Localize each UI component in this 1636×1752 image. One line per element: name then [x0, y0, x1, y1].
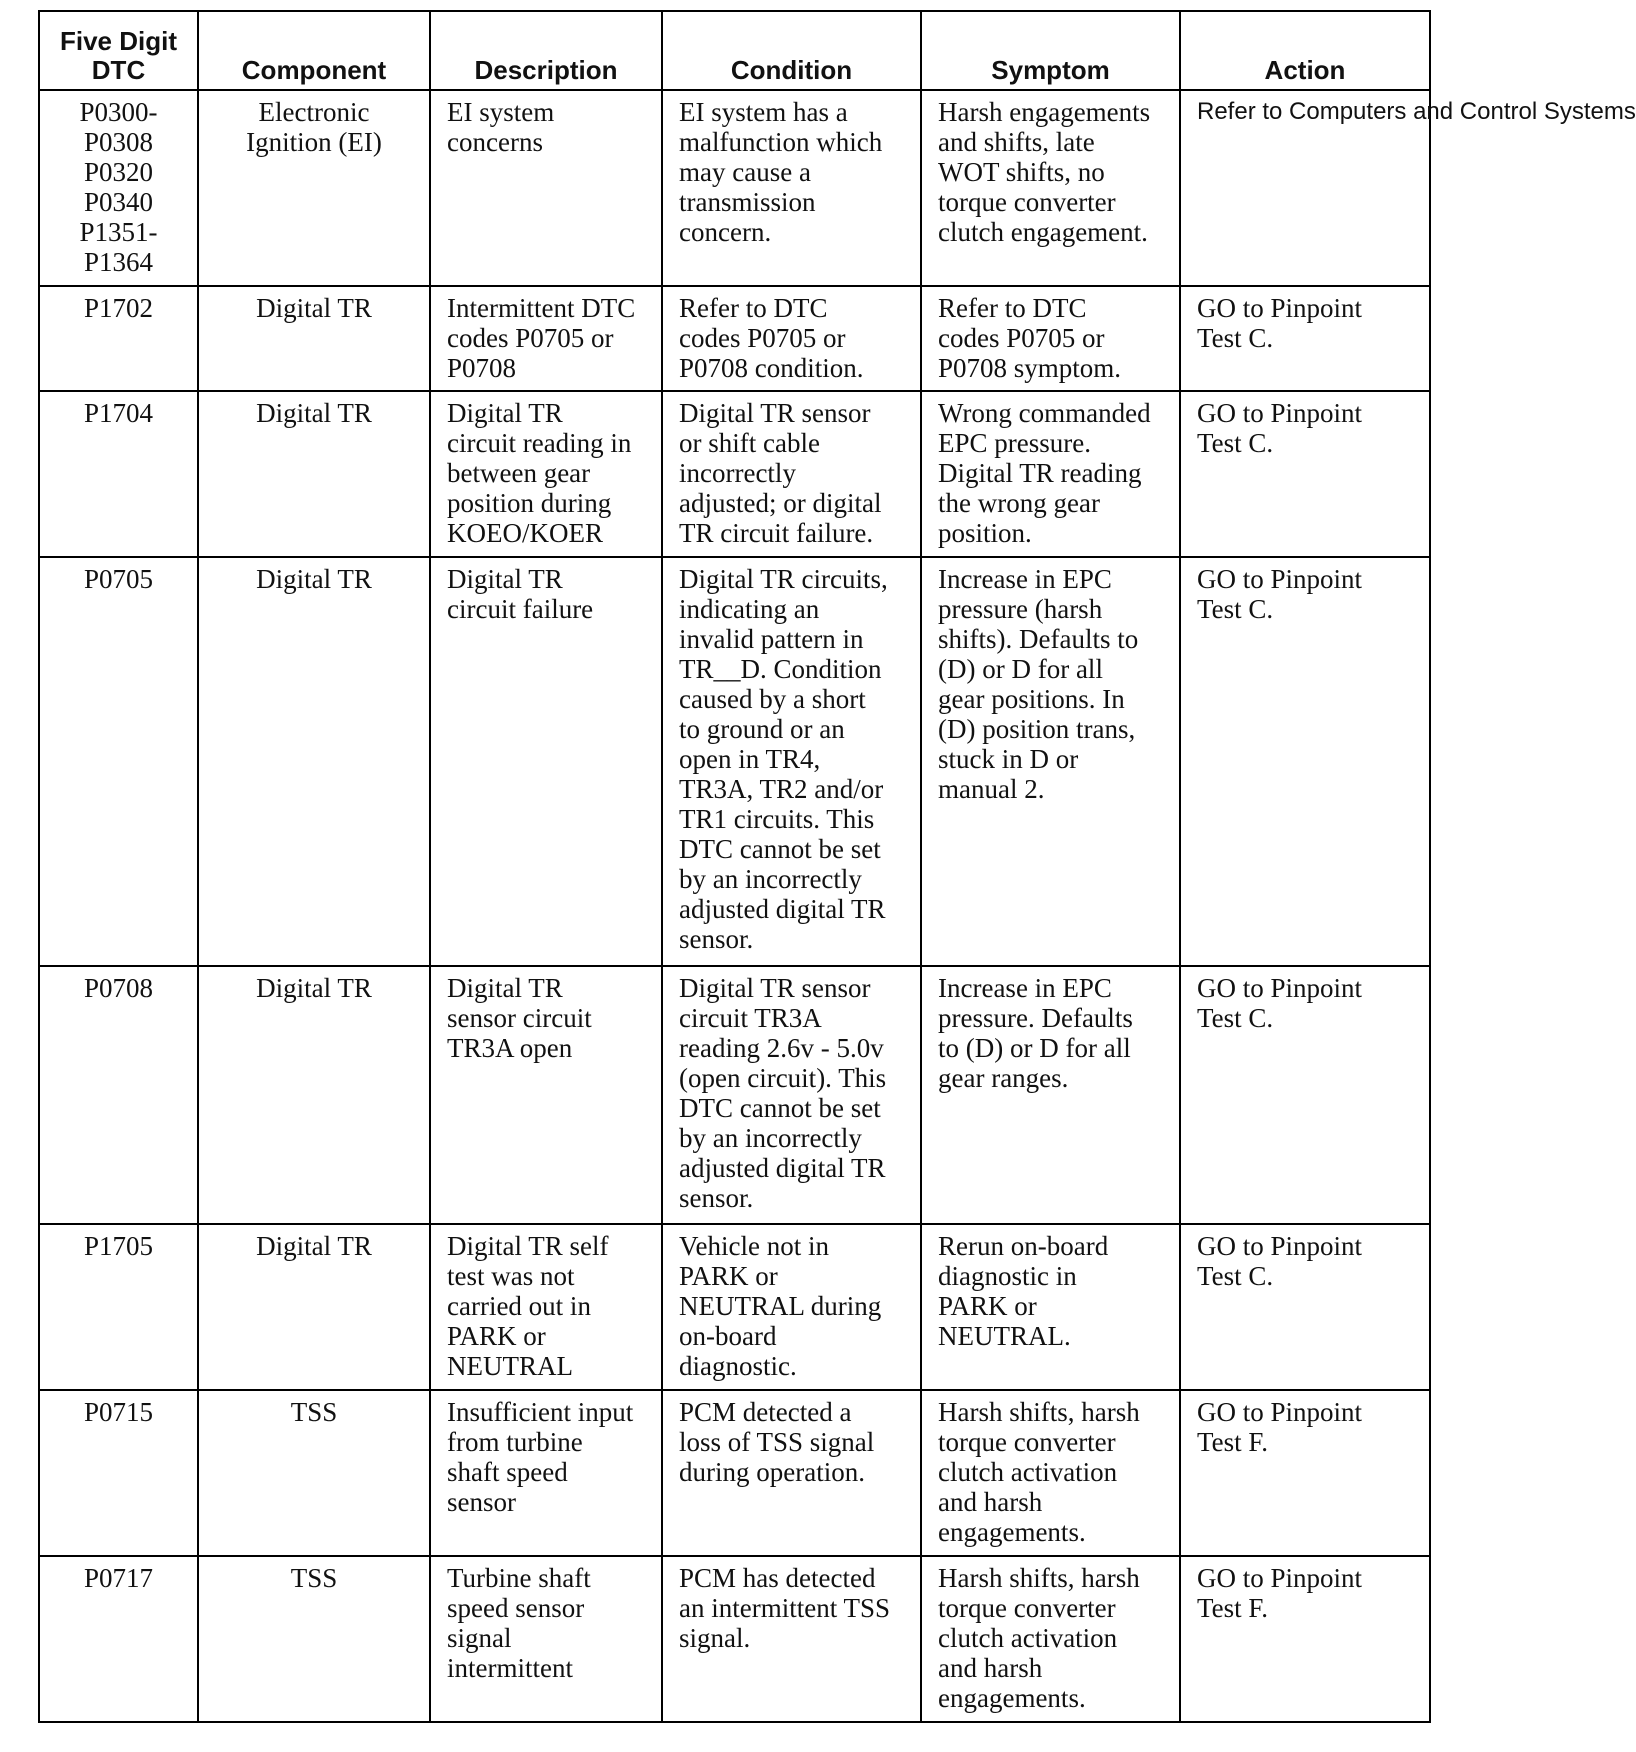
symptom-cell: Refer to DTC codes P0705 or P0708 symptom. [921, 286, 1180, 391]
description-cell: Digital TR self test was not carried out in PARK or NEUTRAL [430, 1224, 662, 1390]
description-cell: Digital TR circuit failure [430, 557, 662, 966]
header-label: Five Digit DTC [59, 26, 177, 85]
action-cell: GO to Pinpoint Test C. [1180, 391, 1430, 557]
table-row [39, 1556, 1430, 1722]
component-cell: Electronic Ignition (EI) [198, 90, 430, 286]
description-cell: Digital TR sensor circuit TR3A open [430, 966, 662, 1224]
header-label: Symptom [991, 55, 1110, 85]
table-row [39, 286, 1430, 391]
description-cell: Turbine shaft speed sensor signal intermittent [430, 1556, 662, 1722]
header-symptom [921, 11, 1180, 90]
action-cell: Refer to Computers and Control Systems [1180, 90, 1430, 286]
component-cell: TSS [198, 1390, 430, 1556]
table-row [39, 391, 1430, 557]
table-row [39, 557, 1430, 966]
header-condition [662, 11, 921, 90]
dtc-code-cell: P0300- P0308 P0320 P0340 P1351- P1364 [39, 90, 198, 286]
header-label: Action [1264, 55, 1346, 85]
symptom-cell: Harsh engagements and shifts, late WOT shifts, no torque converter clutch engagement. [921, 90, 1180, 286]
table-row [39, 966, 1430, 1224]
table-row [39, 90, 1430, 286]
description-cell: Insufficient input from turbine shaft speed sensor [430, 1390, 662, 1556]
condition-cell: Refer to DTC codes P0705 or P0708 condition. [662, 286, 921, 391]
condition-cell: Digital TR circuits, indicating an invalid pattern in TR__D. Condition caused by a short to ground or an open in TR4, TR3A, TR2 and/or TR1 circuits. This DTC cannot be set by an incorrectly adjusted digital TR sensor. [662, 557, 921, 966]
dtc-table [38, 10, 1636, 1723]
condition-cell: EI system has a malfunction which may cause a transmission concern. [662, 90, 921, 286]
dtc-code-cell: P0715 [39, 1390, 198, 1556]
header-action [1180, 11, 1430, 90]
description-cell: Digital TR circuit reading in between gear position during KOEO/KOER [430, 391, 662, 557]
action-cell: GO to Pinpoint Test C. [1180, 1224, 1430, 1390]
header-label: Condition [730, 55, 853, 85]
header-label: Component [241, 55, 387, 85]
symptom-cell: Rerun on-board diagnostic in PARK or NEUTRAL. [921, 1224, 1180, 1390]
symptom-cell: Increase in EPC pressure. Defaults to (D) or D for all gear ranges. [921, 966, 1180, 1224]
condition-cell: Digital TR sensor circuit TR3A reading 2.6v - 5.0v (open circuit). This DTC cannot be set by an incorrectly adjusted digital TR sensor. [662, 966, 921, 1224]
action-cell: GO to Pinpoint Test C. [1180, 966, 1430, 1224]
dtc-code-cell: P1705 [39, 1224, 198, 1390]
description-cell: EI system concerns [430, 90, 662, 286]
condition-cell: PCM has detected an intermittent TSS signal. [662, 1556, 921, 1722]
component-cell: Digital TR [198, 557, 430, 966]
table-header [39, 11, 1430, 90]
action-cell: GO to Pinpoint Test C. [1180, 557, 1430, 966]
dtc-code-cell: P1702 [39, 286, 198, 391]
action-cell: GO to Pinpoint Test F. [1180, 1556, 1430, 1722]
dtc-code-cell: P0717 [39, 1556, 198, 1722]
symptom-cell: Wrong commanded EPC pressure. Digital TR reading the wrong gear position. [921, 391, 1180, 557]
header-five-digit-dtc [39, 11, 198, 90]
header-description [430, 11, 662, 90]
dtc-code-cell: P1704 [39, 391, 198, 557]
condition-cell: Vehicle not in PARK or NEUTRAL during on-board diagnostic. [662, 1224, 921, 1390]
symptom-cell: Harsh shifts, harsh torque converter clutch activation and harsh engagements. [921, 1556, 1180, 1722]
table-row [39, 1390, 1430, 1556]
symptom-cell: Harsh shifts, harsh torque converter clutch activation and harsh engagements. [921, 1390, 1180, 1556]
symptom-cell: Increase in EPC pressure (harsh shifts). Defaults to (D) or D for all gear positions. In (D) position trans, stuck in D or manual 2. [921, 557, 1180, 966]
header-component [198, 11, 430, 90]
table-body [39, 90, 1636, 1722]
action-cell: GO to Pinpoint Test C. [1180, 286, 1430, 391]
dtc-code-cell: P0705 [39, 557, 198, 966]
component-cell: Digital TR [198, 1224, 430, 1390]
component-cell: Digital TR [198, 286, 430, 391]
action-cell: GO to Pinpoint Test F. [1180, 1390, 1430, 1556]
header-label: Description [474, 55, 618, 85]
description-cell: Intermittent DTC codes P0705 or P0708 [430, 286, 662, 391]
component-cell: Digital TR [198, 966, 430, 1224]
dtc-code-cell: P0708 [39, 966, 198, 1224]
component-cell: TSS [198, 1556, 430, 1722]
header-row [39, 11, 1430, 90]
component-cell: Digital TR [198, 391, 430, 557]
condition-cell: PCM detected a loss of TSS signal during operation. [662, 1390, 921, 1556]
table-row [39, 1224, 1430, 1390]
condition-cell: Digital TR sensor or shift cable incorrectly adjusted; or digital TR circuit failure. [662, 391, 921, 557]
